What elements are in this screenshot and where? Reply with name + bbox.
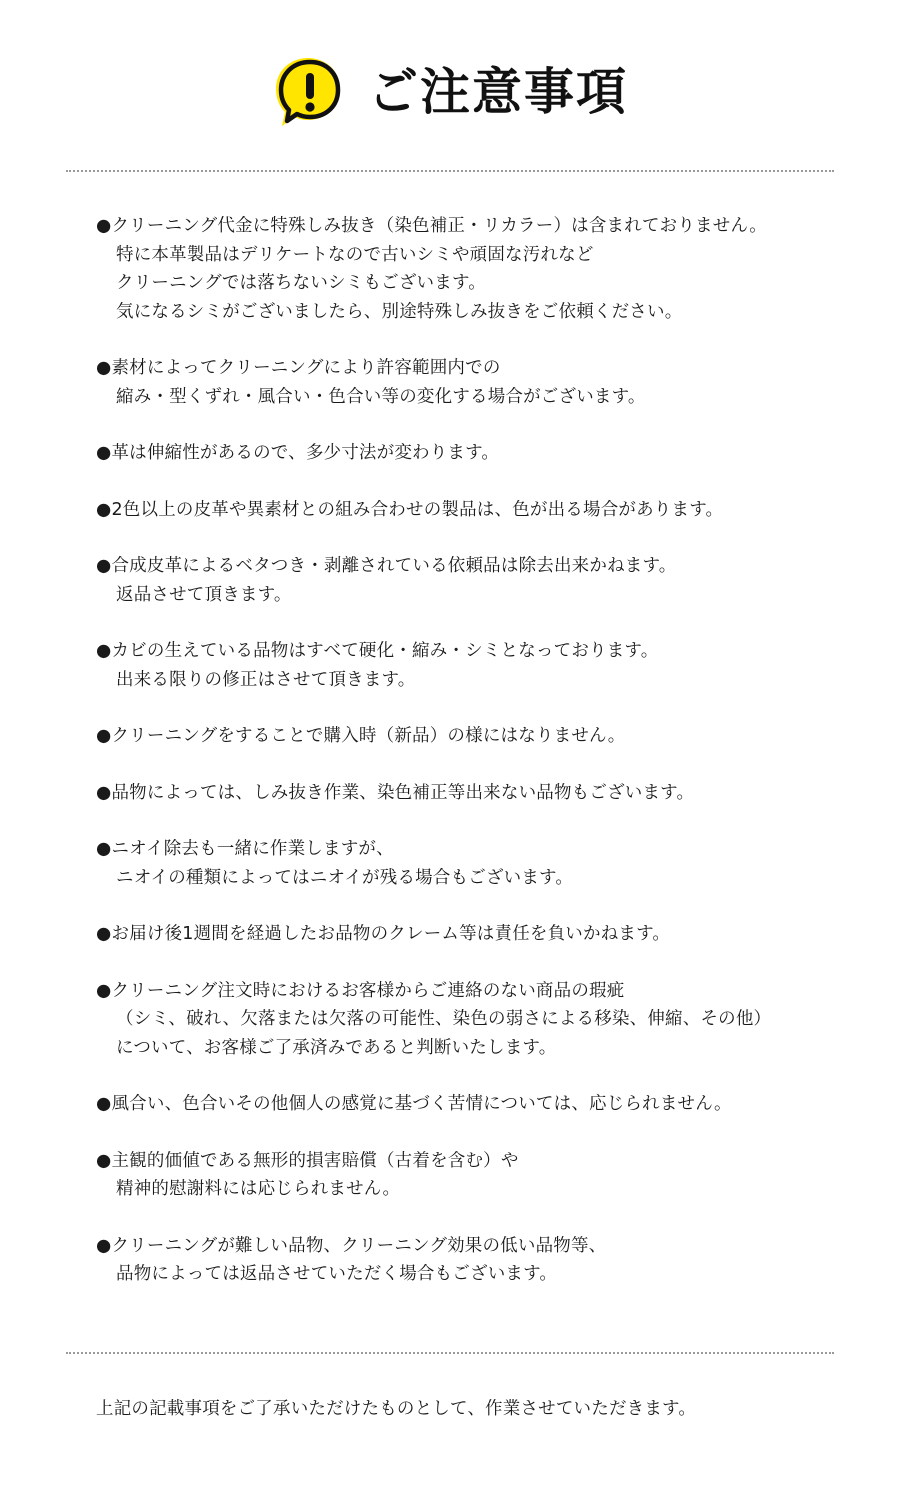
notice-list — [96, 212, 836, 1317]
notice-text: ●クリーニング代金に特殊しみ抜き（染色補正・リカラー）は含まれておりません。 — [96, 216, 767, 236]
notice-continuation: について、お客様ご了承済みであると判断いたします。 — [116, 1037, 557, 1058]
notice-continuation: 特に本革製品はデリケートなので古いシミや頑固な汚れなど — [116, 244, 594, 265]
notice-text: ●2色以上の皮革や異素材との組み合わせの製品は、色が出る場合があります。 — [96, 499, 724, 520]
notice-continuation: クリーニングでは落ちないシミもございます。 — [116, 273, 486, 293]
notice-continuation: 縮み・型くずれ・風合い・色合い等の変化する場合がございます。 — [116, 386, 646, 407]
notice-item — [96, 496, 836, 525]
notice-continuation: 出来る限りの修正はさせて頂きます。 — [116, 669, 416, 690]
notice-text: ●品物によっては、しみ抜き作業、染色補正等出来ない品物もございます。 — [96, 782, 695, 803]
footer-text: 上記の記載事項をご了承いただけたものとして、作業させていただきます。 — [96, 1399, 697, 1419]
page-title: ご注意事項 — [368, 63, 628, 121]
notice-item — [96, 977, 836, 1063]
notice-item — [96, 637, 836, 694]
notice-item — [96, 1232, 836, 1289]
notice-item — [96, 439, 836, 468]
notice-continuation: 気になるシミがございましたら、別途特殊しみ抜きをご依頼ください。 — [116, 301, 683, 322]
notice-text: ●ニオイ除去も一緒に作業しますが、 — [96, 839, 394, 859]
divider-top — [66, 170, 834, 172]
notice-continuation: 品物によっては返品させていただく場合もございます。 — [116, 1264, 558, 1284]
notice-text: ●主観的価値である無形的損害賠償（古着を含む）や — [96, 1150, 519, 1171]
notice-item — [96, 552, 836, 609]
notice-item — [96, 354, 836, 411]
notice-continuation: （シミ、破れ、欠落または欠落の可能性、染色の弱さによる移染、伸縮、その他） — [116, 1009, 772, 1029]
notice-text: ●クリーニングをすることで購入時（新品）の様にはなりません。 — [96, 726, 626, 746]
notice-continuation: ニオイの種類によってはニオイが残る場合もございます。 — [116, 867, 574, 888]
header-inner — [272, 54, 628, 130]
notice-continuation: 精神的慰謝料には応じられません。 — [116, 1179, 401, 1199]
notice-text: ●風合い、色合いその他個人の感覚に基づく苦情については、応じられません。 — [96, 1094, 732, 1114]
notice-item — [96, 1090, 836, 1119]
notice-item — [96, 835, 836, 892]
notice-text: ●お届け後1週間を経過したお品物のクレーム等は責任を負いかねます。 — [96, 924, 671, 944]
notice-text: ●クリーニングが難しい品物、クリーニング効果の低い品物等、 — [96, 1235, 607, 1256]
notice-text: ●合成皮革によるベタつき・剥離されている依頼品は除去出来かねます。 — [96, 556, 677, 576]
notice-item — [96, 920, 836, 949]
exclamation-speech-bubble-icon — [272, 54, 344, 130]
header — [0, 52, 900, 132]
notice-item — [96, 212, 836, 326]
divider-bottom — [66, 1352, 834, 1354]
notice-item — [96, 779, 836, 808]
notice-text: ●素材によってクリーニングにより許容範囲内での — [96, 358, 501, 378]
notice-item — [96, 722, 836, 751]
notice-text: ●革は伸縮性があるので、多少寸法が変わります。 — [96, 443, 500, 463]
notice-continuation: 返品させて頂きます。 — [116, 584, 292, 605]
notice-text: ●クリーニング注文時におけるお客様からご連絡のない商品の瑕疵 — [96, 980, 625, 1001]
notice-text: ●カビの生えている品物はすべて硬化・縮み・シミとなっております。 — [96, 641, 659, 661]
notice-item — [96, 1147, 836, 1204]
